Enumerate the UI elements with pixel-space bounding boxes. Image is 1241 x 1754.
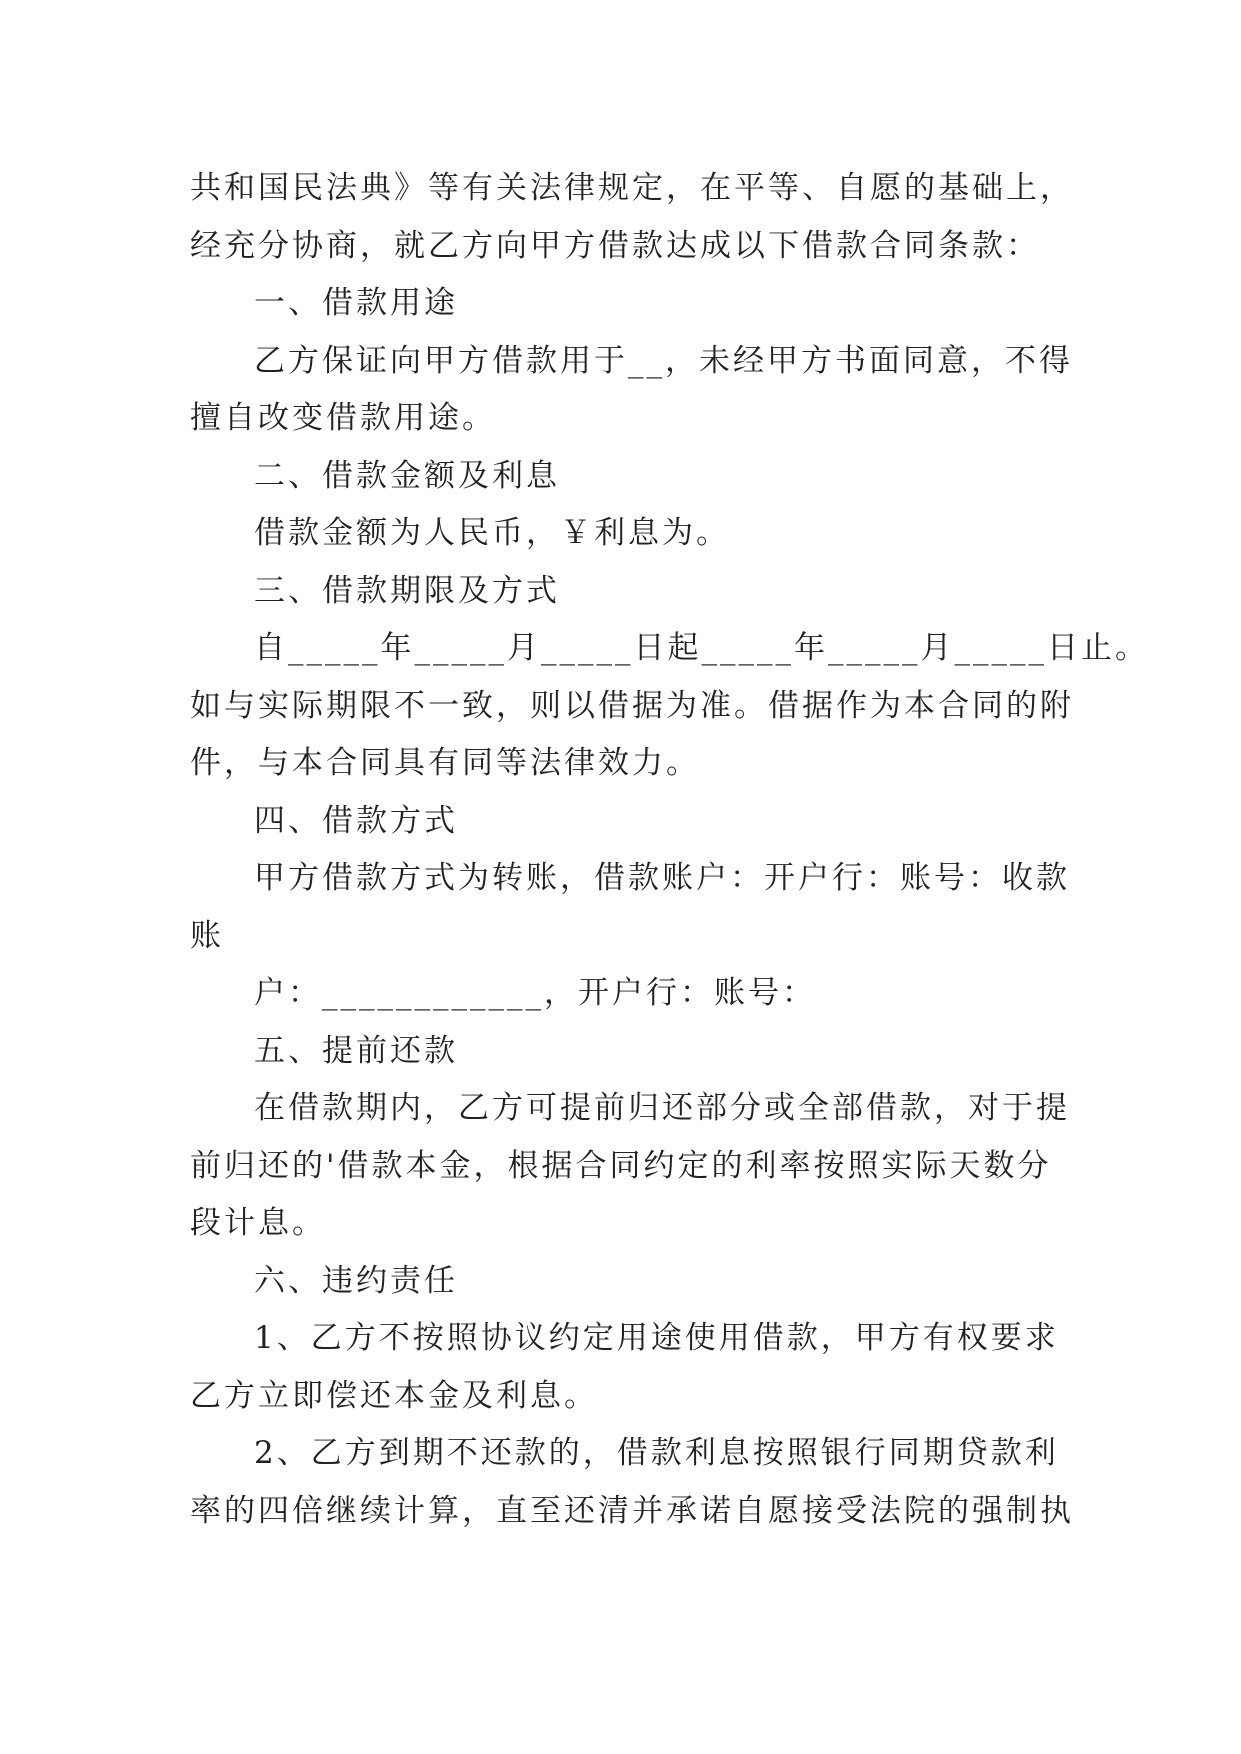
text-line: 户：____________，开户行：账号： (254, 975, 816, 1011)
text-line: 借款金额为人民币，￥利息为。 (254, 515, 730, 551)
text-line: 自_____年_____月_____日起_____年_____月_____日止。 (254, 630, 1149, 666)
text-line: 2、乙方到期不还款的，借款利息按照银行同期贷款利 (254, 1435, 1059, 1471)
text-line: 件，与本合同具有同等法律效力。 (190, 745, 700, 781)
section-heading: 一、借款用途 (254, 285, 458, 321)
section-heading: 二、借款金额及利息 (254, 457, 560, 494)
section-heading: 六、违约责任 (254, 1262, 458, 1299)
document-body (190, 160, 1149, 1540)
text-line: 前归还的'借款本金，根据合同约定的利率按照实际天数分 (190, 1147, 1052, 1184)
section-heading: 五、提前还款 (254, 1032, 458, 1069)
text-line: 经充分协商，就乙方向甲方借款达成以下借款合同条款： (190, 227, 1040, 264)
text-line: 如与实际期限不一致，则以借据为准。借据作为本合同的附 (190, 687, 1074, 724)
text-line: 甲方借款方式为转账，借款账户：开户行：账号：收款 (254, 860, 1070, 896)
text-line: 在借款期内，乙方可提前归还部分或全部借款，对于提 (254, 1090, 1070, 1126)
text-line: 率的四倍继续计算，直至还清并承诺自愿接受法院的强制执 (190, 1492, 1074, 1529)
text-line: 段计息。 (190, 1205, 326, 1241)
section-heading: 四、借款方式 (254, 802, 458, 839)
text-line: 擅自改变借款用途。 (190, 400, 496, 436)
text-line: 共和国民法典》等有关法律规定，在平等、自愿的基础上， (190, 170, 1074, 206)
text-line: 乙方立即偿还本金及利息。 (190, 1377, 598, 1414)
text-line: 1、乙方不按照协议约定用途使用借款，甲方有权要求 (254, 1320, 1059, 1356)
section-heading: 三、借款期限及方式 (254, 572, 560, 609)
text-line: 账 (190, 917, 224, 954)
text-line: 乙方保证向甲方借款用于__，未经甲方书面同意，不得 (254, 342, 1073, 379)
